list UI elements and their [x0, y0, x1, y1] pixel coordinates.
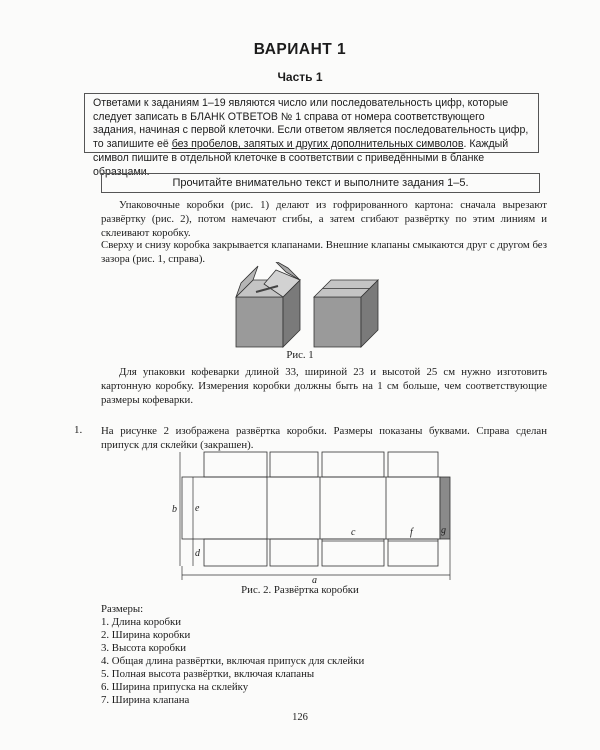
- net-panels: [182, 452, 440, 566]
- part-title: Часть 1: [277, 70, 323, 84]
- figure-2-net: [160, 448, 460, 584]
- size-item: 1. Длина коробки: [101, 616, 182, 628]
- figure-1-boxes: [226, 262, 406, 350]
- task-1-number: 1.: [74, 424, 83, 436]
- label-a: a: [312, 575, 317, 584]
- size-item: 2. Ширина коробки: [101, 629, 191, 641]
- variant-title: ВАРИАНТ 1: [253, 41, 347, 58]
- paragraph-intro: Упаковочные коробки (рис. 1) делают из гофрированного картона: сначала вырезают развёртку (рис. 2), потом намечают сгибы, а затем сгибают развёртку по этим линиям и склеивают коробку.: [101, 199, 547, 239]
- task-header-box: Прочитайте внимательно текст и выполните задания 1–5.: [101, 173, 540, 193]
- instructions-text: Ответами к заданиям 1–19 являются число или последовательность цифр, которые следует записать в БЛАНК ОТВЕТОВ № 1 справа от номера соответствующего задания, начиная с первой клеточки. Если ответом является последовательность цифр, то запишите её: [93, 97, 529, 151]
- paragraph-flaps: Сверху и снизу коробка закрывается клапанами. Внешние клапаны смыкаются друг с другом без зазора (рис. 1, справа).: [101, 239, 547, 265]
- page-number: 126: [292, 712, 308, 723]
- label-e: e: [195, 503, 200, 514]
- label-b: b: [172, 504, 177, 515]
- paragraph-coffee-maker: Для упаковки кофеварки длиной 33, шириной 23 и высотой 25 см нужно изготовить картонную коробку. Измерения коробки должны быть на 1 см больше, чем соответствующие размеры кофеварки.: [101, 366, 547, 406]
- size-item: 4. Общая длина развёртки, включая припуск для склейки: [101, 655, 365, 667]
- size-item: 3. Высота коробки: [101, 642, 187, 654]
- label-c: c: [351, 527, 356, 538]
- figure-2-caption: Рис. 2. Развёртка коробки: [241, 584, 359, 596]
- label-g: g: [441, 525, 446, 536]
- size-item: 6. Ширина припуска на склейку: [101, 681, 249, 693]
- sizes-title: Размеры:: [101, 603, 144, 615]
- size-item: 5. Полная высота развёртки, включая клапаны: [101, 668, 315, 680]
- sizes-list: [101, 603, 364, 707]
- dimension-lines: [180, 452, 450, 580]
- instructions-text-end: . Каждый символ пишите в отдельной клеточке в соответствии с приведёнными в бланке образцами.: [93, 138, 509, 178]
- closed-box-drawing: [314, 280, 378, 347]
- size-item: 7. Ширина клапана: [101, 694, 190, 706]
- label-f: f: [410, 527, 413, 538]
- label-d: d: [195, 548, 200, 559]
- task-1-text: На рисунке 2 изображена развёртка коробки. Размеры показаны буквами. Справа сделан припуск для склейки (закрашен).: [101, 425, 547, 451]
- figure-1-caption: Рис. 1: [286, 349, 314, 361]
- instructions-box: [84, 93, 539, 178]
- open-box-drawing: [236, 262, 300, 347]
- instructions-underlined: без пробелов, запятых и других дополнительных символов: [171, 138, 464, 151]
